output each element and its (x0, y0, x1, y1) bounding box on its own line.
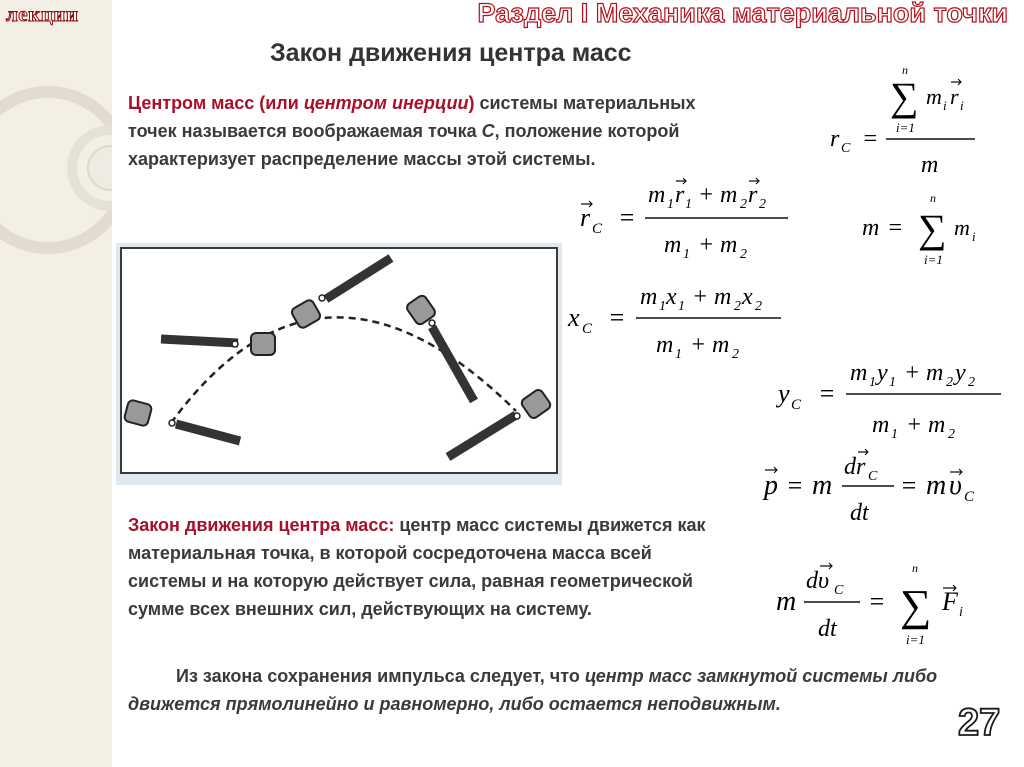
svg-text:F: F (942, 587, 958, 616)
svg-text:C: C (592, 221, 603, 237)
svg-text:=: = (608, 303, 626, 332)
formula-momentum (762, 444, 1002, 539)
svg-text:1: 1 (869, 375, 876, 390)
point-c: С (481, 121, 495, 141)
svg-text:m: m (926, 360, 944, 386)
svg-text:y: y (955, 360, 966, 386)
law-heading: Закон движения центра масс: (128, 515, 395, 535)
slide-number: 27 (958, 702, 1001, 744)
svg-text:r: r (675, 182, 685, 208)
svg-text:C: C (582, 321, 593, 337)
paren-open: (или (254, 93, 304, 113)
svg-text:C: C (868, 469, 878, 484)
svg-text:i: i (972, 229, 976, 244)
svg-text:=: = (900, 471, 918, 500)
svg-text:∑: ∑ (918, 206, 947, 251)
definition-text-1: системы материальных точек называется воображаемая точка (128, 93, 696, 141)
svg-text:x: x (742, 284, 753, 310)
svg-text:C: C (841, 141, 851, 156)
sidebar-rings-decoration (0, 0, 112, 767)
svg-text:∑: ∑ (890, 74, 919, 119)
svg-text:i: i (960, 98, 964, 113)
center-of-mass-definition (128, 89, 728, 173)
conservation-text: Из закона сохранения импульса следует, что (176, 666, 585, 686)
svg-text:∑: ∑ (900, 581, 932, 630)
svg-text:2: 2 (740, 197, 747, 212)
svg-text:2: 2 (732, 347, 739, 362)
svg-text:i=1: i=1 (906, 632, 925, 647)
svg-text:2: 2 (946, 375, 953, 390)
svg-text:1: 1 (891, 427, 898, 442)
svg-text:m: m (776, 586, 797, 617)
svg-text:1: 1 (678, 299, 685, 314)
formula-xc (566, 276, 796, 376)
svg-text:r: r (580, 203, 591, 232)
svg-text:2: 2 (740, 247, 747, 262)
svg-text:y: y (877, 360, 888, 386)
svg-text:m: m (926, 84, 942, 109)
thrown-hammer-illustration (116, 243, 562, 485)
svg-text:υ: υ (949, 470, 962, 501)
svg-text:+: + (690, 332, 707, 358)
svg-text:+: + (698, 182, 715, 208)
svg-text:m: m (640, 284, 658, 310)
svg-text:m: m (712, 332, 730, 358)
svg-text:m: m (664, 232, 682, 258)
svg-text:dυ: dυ (806, 568, 830, 594)
term-center-of-inertia: центром инерции (303, 93, 469, 113)
svg-text:m: m (812, 470, 833, 501)
svg-text:m: m (720, 182, 738, 208)
decorative-sidebar (0, 0, 112, 767)
svg-text:r: r (748, 182, 758, 208)
law-of-motion-paragraph (128, 511, 718, 623)
lectures-label: лекции (6, 2, 79, 26)
svg-text:=: = (818, 379, 836, 408)
conservation-paragraph (128, 662, 968, 718)
svg-text:=: = (887, 215, 904, 241)
svg-text:m: m (921, 152, 939, 178)
svg-text:1: 1 (683, 247, 690, 262)
svg-text:x: x (568, 303, 580, 332)
svg-text:m: m (872, 412, 890, 438)
svg-text:2: 2 (948, 427, 955, 442)
svg-text:dt: dt (850, 500, 869, 526)
svg-text:2: 2 (755, 299, 762, 314)
svg-text:i: i (959, 605, 963, 620)
svg-text:m: m (656, 332, 674, 358)
svg-text:y: y (778, 379, 790, 408)
svg-text:m: m (954, 215, 970, 240)
svg-text:1: 1 (685, 197, 692, 212)
svg-text:+: + (904, 360, 921, 386)
law-text: центр масс системы движется как материальная точка, в которой сосредоточена масса всей системы и на которую действует сила, равная геометрической сумме всех внешних сил, действующих на систему. (128, 515, 706, 619)
svg-text:m: m (926, 470, 947, 501)
svg-text:dt: dt (818, 616, 837, 642)
svg-text:1: 1 (659, 299, 666, 314)
formula-newton-cm (774, 556, 994, 661)
svg-text:C: C (791, 397, 802, 413)
paren-close: ) (468, 93, 475, 113)
svg-text:dr: dr (844, 454, 866, 480)
svg-text:1: 1 (667, 197, 674, 212)
svg-text:m: m (720, 232, 738, 258)
svg-text:2: 2 (734, 299, 741, 314)
term-center-of-mass: Центром масс (128, 93, 255, 113)
svg-text:1: 1 (889, 375, 896, 390)
svg-text:=: = (862, 126, 879, 152)
svg-text:n: n (912, 561, 918, 575)
trajectory-diagram (116, 243, 562, 485)
svg-text:r: r (950, 84, 959, 109)
svg-text:m: m (648, 182, 666, 208)
svg-text:m: m (850, 360, 868, 386)
svg-text:m: m (714, 284, 732, 310)
svg-text:r: r (830, 126, 840, 152)
svg-text:+: + (692, 284, 709, 310)
slide-title: Закон движения центра масс (270, 39, 632, 67)
definition-text-2: , положение которой характеризует распределение массы этой системы. (128, 121, 680, 169)
svg-text:2: 2 (968, 375, 975, 390)
svg-text:=: = (868, 587, 886, 616)
svg-text:C: C (834, 583, 844, 598)
formula-rc-two (578, 170, 808, 275)
formula-total-mass (862, 190, 992, 275)
svg-text:x: x (666, 284, 677, 310)
svg-text:+: + (906, 412, 923, 438)
svg-text:m: m (862, 215, 880, 241)
svg-text:+: + (698, 232, 715, 258)
svg-text:m: m (928, 412, 946, 438)
formula-rc-sum (830, 62, 990, 187)
svg-text:i=1: i=1 (896, 120, 915, 135)
svg-text:C: C (964, 489, 975, 505)
svg-text:i=1: i=1 (924, 252, 943, 267)
section-title: Раздел I Механика материальной точки (477, 0, 1008, 28)
svg-text:n: n (930, 191, 936, 205)
formula-yc (776, 352, 1016, 452)
conservation-emphasis: центр масс замкнутой системы либо движется прямолинейно и равномерно, либо остается неподвижным. (128, 666, 938, 714)
svg-text:2: 2 (759, 197, 766, 212)
svg-text:n: n (902, 63, 908, 77)
svg-text:=: = (618, 203, 636, 232)
svg-text:i: i (943, 98, 947, 113)
svg-text:p: p (764, 470, 778, 501)
svg-text:=: = (786, 471, 804, 500)
svg-text:1: 1 (675, 347, 682, 362)
